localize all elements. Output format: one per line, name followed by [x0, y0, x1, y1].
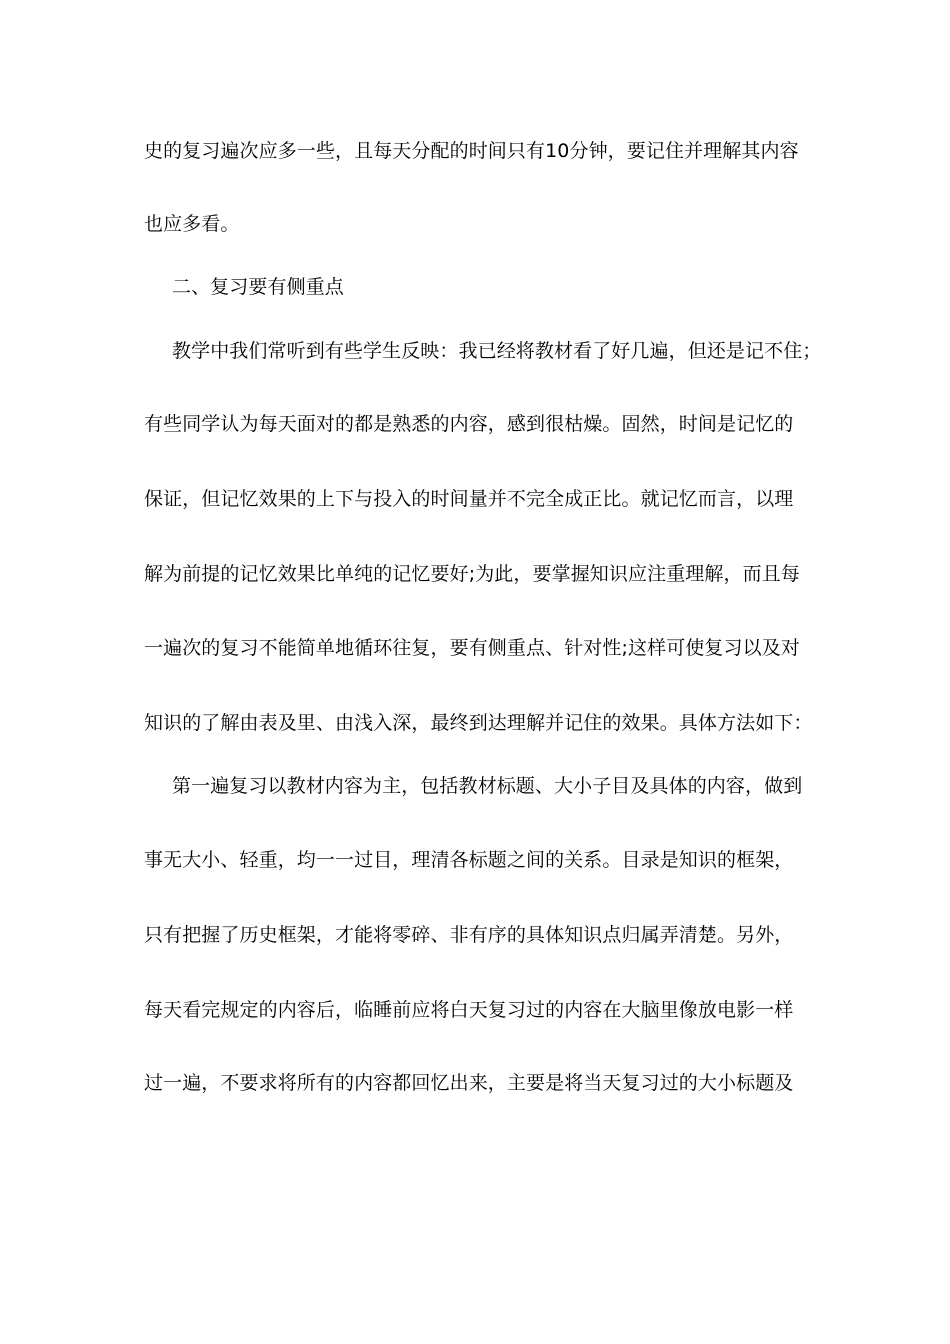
text-line: 知识的了解由表及里、由浅入深，最终到达理解并记住的效果。具体方法如下：: [144, 712, 813, 734]
text-line: 教学中我们常听到有些学生反映：我已经将教材看了好几遍，但还是记不住；: [172, 340, 822, 362]
text-line: 也应多看。: [144, 213, 240, 235]
text-line: 只有把握了历史框架，才能将零碎、非有序的具体知识点归属弄清楚。另外，: [144, 924, 794, 946]
text-line: 有些同学认为每天面对的都是熟悉的内容，感到很枯燥。固然，时间是记忆的: [144, 413, 794, 435]
text-line: 事无大小、轻重，均一一过目，理清各标题之间的关系。目录是知识的框架，: [144, 849, 794, 871]
text-line: 保证，但记忆效果的上下与投入的时间量并不完全成正比。就记忆而言，以理: [144, 488, 794, 510]
text-line: 一遍次的复习不能简单地循环往复，要有侧重点、针对性;这样可使复习以及对: [144, 637, 800, 659]
text-line: 过一遍，不要求将所有的内容都回忆出来，主要是将当天复习过的大小标题及: [144, 1072, 794, 1094]
text-line: 每天看完规定的内容后，临睡前应将白天复习过的内容在大脑里像放电影一样: [144, 999, 794, 1021]
text-line: 解为前提的记忆效果比单纯的记忆要好;为此，要掌握知识应注重理解，而且每: [144, 563, 800, 585]
text-line: 第一遍复习以教材内容为主，包括教材标题、大小子目及具体的内容，做到: [172, 775, 803, 797]
text-line: 史的复习遍次应多一些，且每天分配的时间只有10分钟，要记住并理解其内容: [144, 140, 799, 162]
section-heading: 二、复习要有侧重点: [172, 276, 344, 298]
